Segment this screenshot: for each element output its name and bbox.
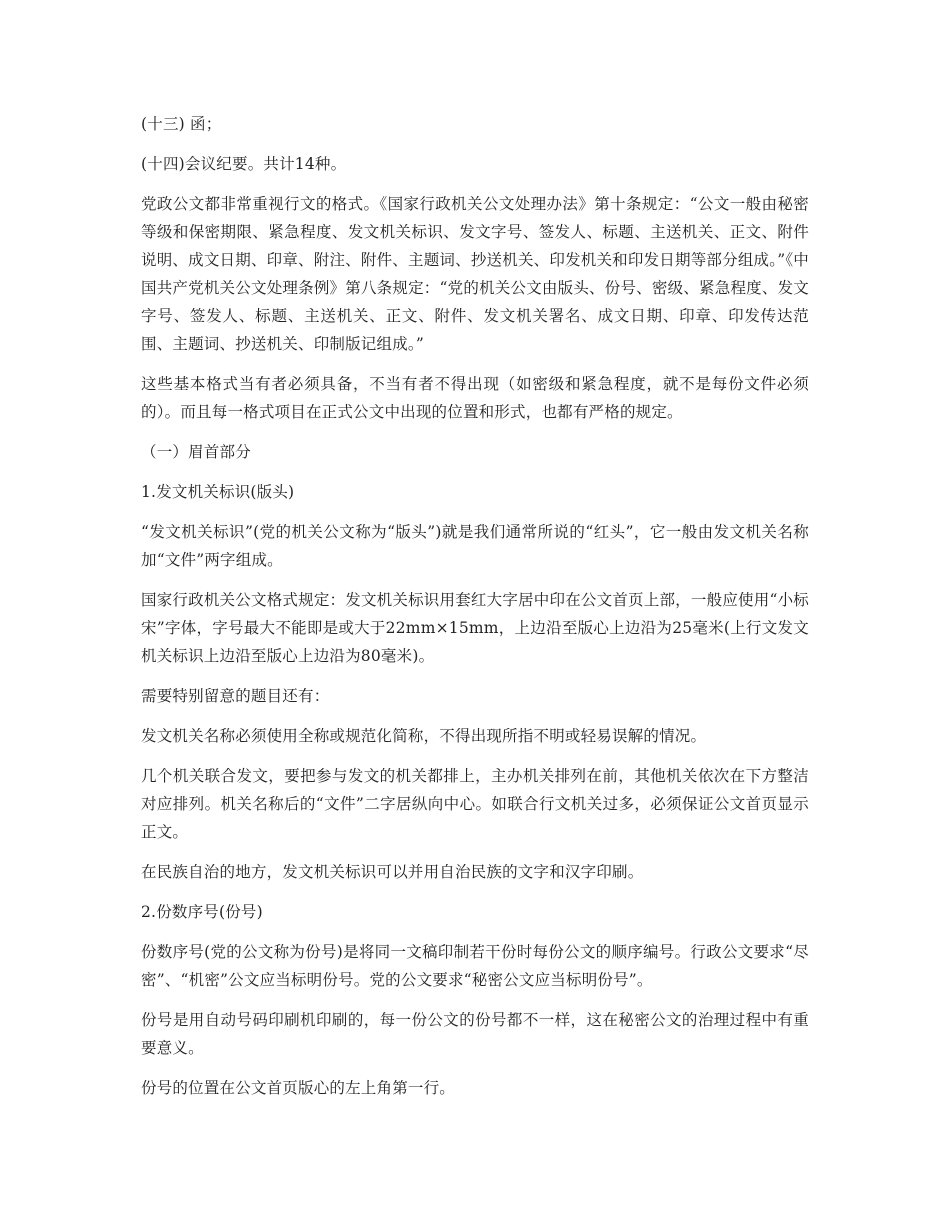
paragraph: 需要特别留意的题目还有： <box>141 687 330 705</box>
paragraph: 党政公文都非常重视行文的格式。《国家行政机关公文处理办法》第十条规定：“公文一般由秘密等级和保密期限、紧急程度、发文机关标识、发文字号、签发人、标题、主送机关、正文、附件说明、成文日期、印章、附注、附件、主题词、抄送机关、印发机关和印发日期等部分组成。”《中国共产党机关公文处理条例》第八条规定：“党的机关公文由版头、份号、密级、紧急程度、发文字号、签发人、标题、主送机关、正文、附件、发文机关署名、成文日期、印章、印发传达范围、主题词、抄送机关、印制版记组成。” <box>141 195 809 353</box>
paragraph: (十三) 函； <box>141 115 222 133</box>
paragraph: 份数序号(党的公文称为份号)是将同一文稿印制若干份时每份公文的顺序编号。行政公文要求“尽密”、“机密”公文应当标明份号。党的公文要求“秘密公文应当标明份号”。 <box>141 943 809 989</box>
section-heading: （一）眉首部分 <box>141 443 251 461</box>
paragraph: 发文机关名称必须使用全称或规范化简称，不得出现所指不明或轻易误解的情况。 <box>141 727 707 745</box>
paragraph: 份号是用自动号码印刷机印刷的，每一份公文的份号都不一样，这在秘密公文的治理过程中有重要意义。 <box>141 1011 809 1057</box>
paragraph: 份号的位置在公文首页版心的左上角第一行。 <box>141 1079 456 1097</box>
paragraph: 国家行政机关公文格式规定：发文机关标识用套红大字居中印在公文首页上部，一般应使用“小标宋”字体，字号最大不能即是或大于22mm×15mm，上边沿至版心上边沿为25毫米(上行文发文机关标识上边沿至版心上边沿为80毫米)。 <box>141 591 809 665</box>
paragraph: 几个机关联合发文，要把参与发文的机关都排上，主办机关排列在前，其他机关依次在下方整洁对应排列。机关名称后的“文件”二字居纵向中心。如联合行文机关过多，必须保证公文首页显示正文。 <box>141 767 809 841</box>
subsection-heading: 2.份数序号(份号) <box>141 903 263 921</box>
subsection-heading: 1.发文机关标识(版头) <box>141 483 295 501</box>
paragraph: 在民族自治的地方，发文机关标识可以并用自治民族的文字和汉字印刷。 <box>141 863 644 881</box>
paragraph: 这些基本格式当有者必须具备，不当有者不得出现（如密级和紧急程度，就不是每份文件必须的）。而且每一格式项目在正式公文中出现的位置和形式，也都有严格的规定。 <box>141 375 809 421</box>
paragraph: “发文机关标识”(党的机关公文称为“版头”)就是我们通常所说的“红头”，它一般由发文机关名称加“文件”两字组成。 <box>141 523 809 569</box>
paragraph: (十四)会议纪要。共计14种。 <box>141 155 347 173</box>
document-body <box>141 110 809 1114</box>
